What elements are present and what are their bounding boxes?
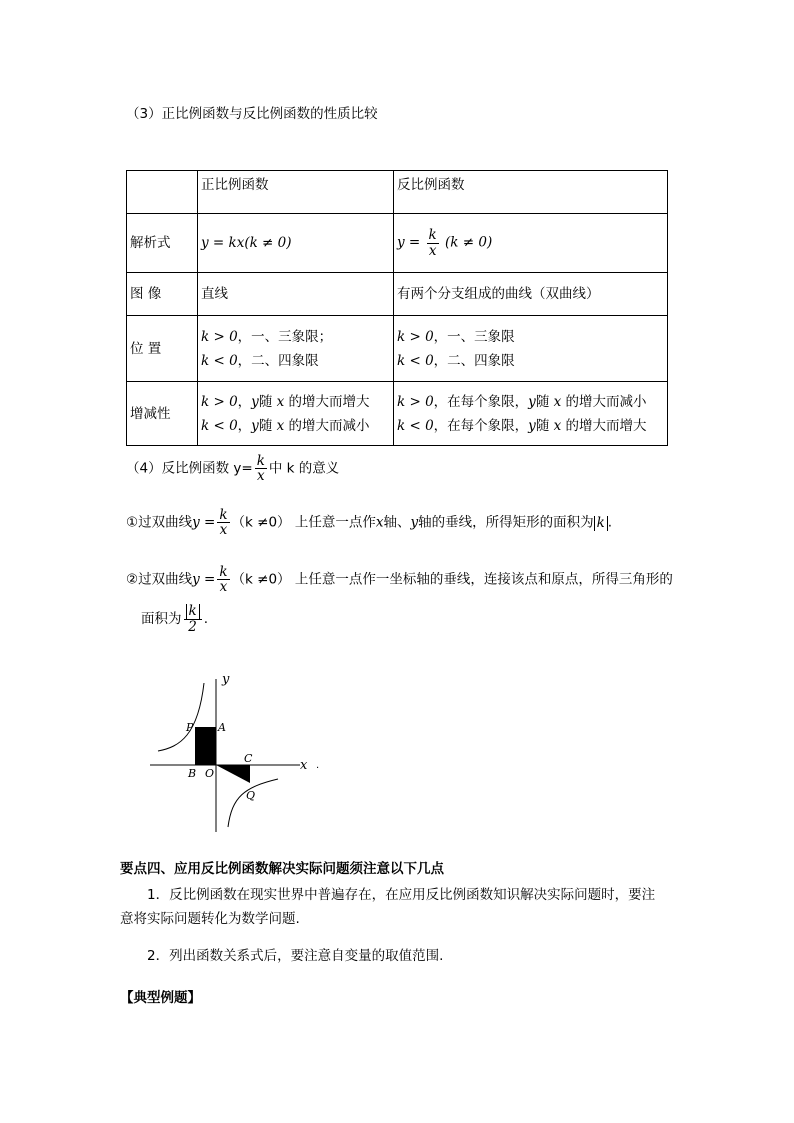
triangle-OCQ: [216, 765, 250, 783]
formula-condition: (k ≠ 0): [445, 235, 493, 251]
table-row-monotonicity: [127, 382, 668, 446]
cell-inverse-expression: [394, 214, 668, 273]
row-label-position: 位 置: [127, 316, 198, 382]
cell-inverse-position: k > 0，一、三象限 k < 0，二、四象限: [394, 316, 668, 382]
section-3-title: （3）正比例函数与反比例函数的性质比较: [126, 106, 378, 122]
label-O: O: [205, 767, 215, 780]
label-x: x: [300, 758, 308, 773]
cell-direct-position: k > 0，一、三象限； k < 0，二、四象限: [198, 316, 394, 382]
label-B: B: [188, 767, 197, 780]
table-header-row: [127, 171, 668, 214]
abs-k: k: [594, 516, 608, 531]
header-inverse-proportion: 反比例函数: [394, 171, 668, 214]
cell-inverse-graph: 有两个分支组成的曲线（双曲线）: [394, 273, 668, 316]
fraction-k-over-x: $\frac{k}{x}$: [428, 227, 437, 259]
formula: y = kx(k ≠ 0): [201, 235, 292, 251]
cell-direct-monotonicity: k > 0，y随 x 的增大而增大 k < 0，y随 x 的增大而减小: [198, 382, 394, 446]
hyperbola-figure: [150, 665, 320, 835]
examples-title: 【典型例题】: [120, 990, 201, 1006]
label-Q: Q: [246, 789, 256, 802]
meaning-item-2: ②过双曲线y = $\frac{k}{x}$ （k ≠0） 上任意一点作一坐标轴的垂线，连接该点和原点，所得三角形的: [126, 564, 673, 596]
cell-direct-expression: [198, 214, 394, 273]
fraction-abs-k-over-2: $\frac{k}{2}$: [184, 604, 202, 634]
section-4-title: （4）反比例函数 y= $\frac{k}{x}$ 中 k 的意义: [126, 453, 340, 485]
keypoint-4-p2: 2．列出函数关系式后，要注意自变量的取值范围.: [147, 948, 444, 964]
table-row-expression: [127, 214, 668, 273]
formula-lhs: y =: [397, 235, 421, 251]
label-y: y: [222, 672, 230, 687]
table-corner-cell: [127, 171, 198, 214]
row-label-graph: 图 像: [127, 273, 198, 316]
rectangle-PAOB: [195, 727, 216, 765]
fraction-k-over-x: $\frac{k}{x}$: [256, 453, 265, 485]
fraction-k-over-x: $\frac{k}{x}$: [219, 507, 228, 539]
row-label-monotonicity: 增减性: [127, 382, 198, 446]
fraction-k-over-x: $\frac{k}{x}$: [219, 564, 228, 596]
label-C: C: [244, 752, 253, 765]
cell-direct-graph: 直线: [198, 273, 394, 316]
keypoint-4-title: 要点四、应用反比例函数解决实际问题须注意以下几点: [120, 861, 444, 877]
header-direct-proportion: 正比例函数: [198, 171, 394, 214]
label-P: P: [186, 721, 194, 734]
dot-marker: .: [316, 760, 320, 771]
keypoint-4-p1-line1: 1．反比例函数在现实世界中普遍存在，在应用反比例函数知识解决实际问题时，要注: [147, 887, 656, 903]
label-A: A: [218, 721, 226, 734]
cell-inverse-monotonicity: k > 0，在每个象限，y随 x 的增大而减小 k < 0，在每个象限，y随 x 的增大而增大: [394, 382, 668, 446]
row-label-expression: 解析式: [127, 214, 198, 273]
table-row-graph: [127, 273, 668, 316]
meaning-item-1: ①过双曲线y = $\frac{k}{x}$ （k ≠0） 上任意一点作x轴、y轴的垂线，所得矩形的面积为 k .: [126, 507, 613, 539]
hyperbola-branch-right: [228, 779, 278, 827]
comparison-table: [126, 170, 668, 446]
meaning-item-2-line2: 面积为 $\frac{k}{2}$ .: [141, 603, 208, 635]
keypoint-4-p1-line2: 意将实际问题转化为数学问题.: [120, 911, 300, 927]
table-row-position: [127, 316, 668, 382]
